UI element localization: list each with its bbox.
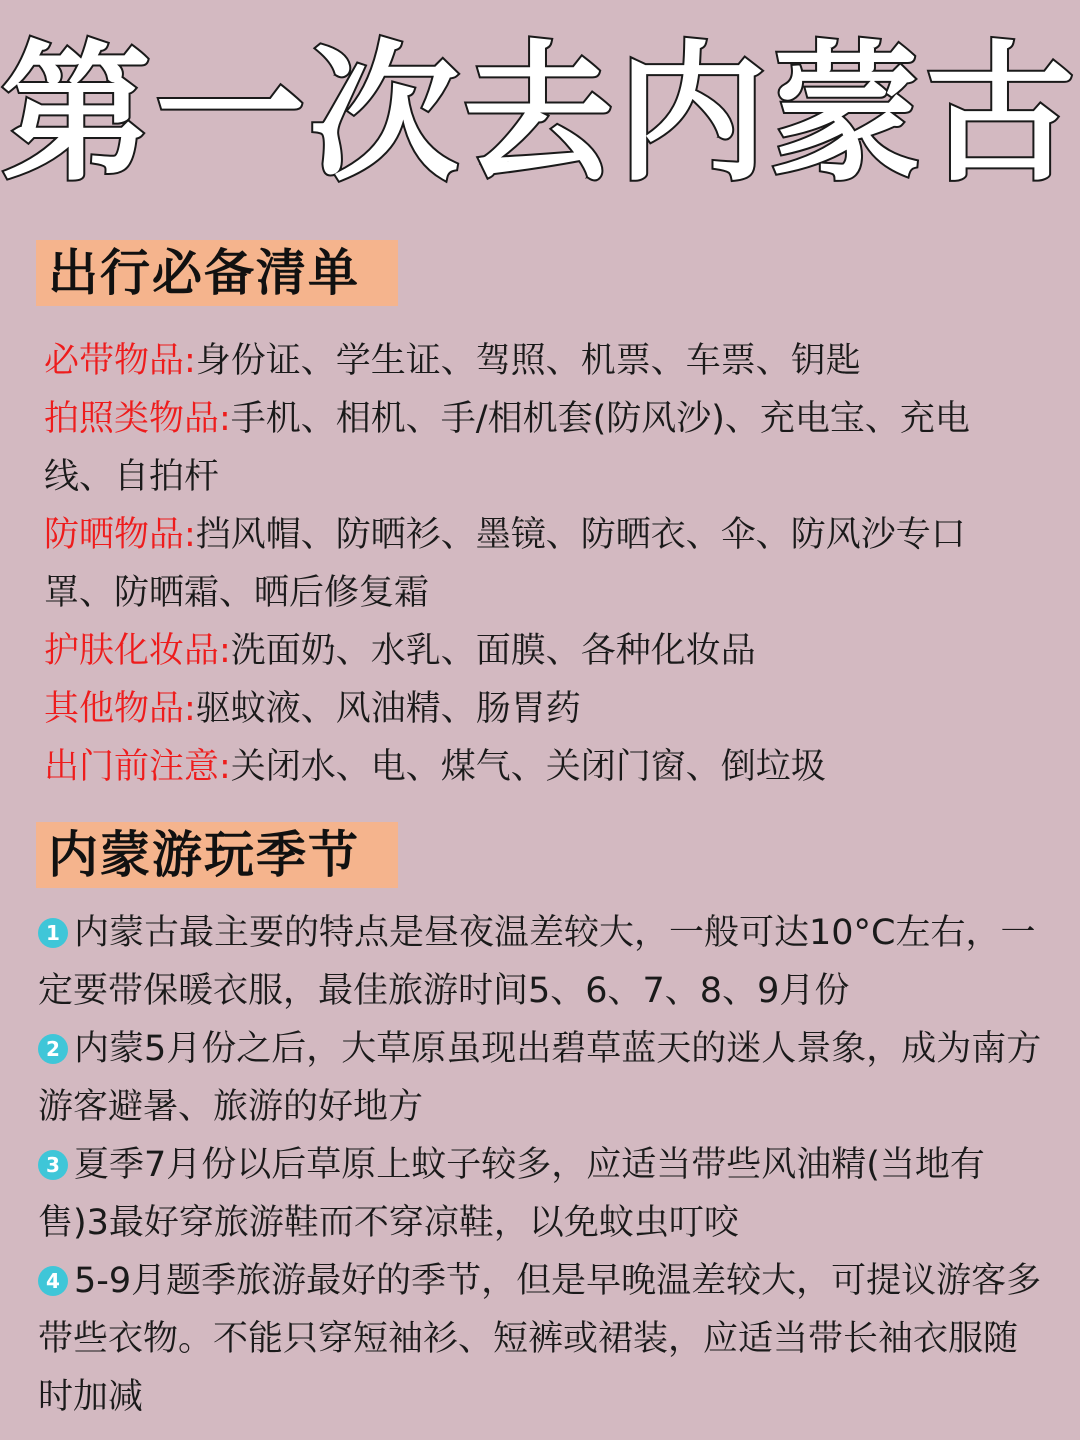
tip-text: 夏季7月份以后草原上蚊子较多，应适当带些风油精(当地有售)3最好穿旅游鞋而不穿凉鞋，以免蚊虫叮咬 [38,1145,985,1243]
checklist-item [44,680,1034,738]
checklist-item [44,506,1034,622]
page-title: 第一次去内蒙古 [0,28,1079,202]
checklist-item-label: 拍照类物品: [44,399,231,439]
number-badge-icon: 3 [38,1150,68,1180]
tip-item [38,1020,1043,1136]
tip-text: 内蒙5月份之后，大草原虽现出碧草蓝天的迷人景象，成为南方游客避暑、旅游的好地方 [38,1029,1042,1127]
checklist [44,332,1034,796]
number-badge-icon: 4 [38,1266,68,1296]
number-badge-icon: 1 [38,918,68,948]
tip-text: 内蒙古最主要的特点是昼夜温差较大，一般可达10°C左右，一定要带保暖衣服，最佳旅游时间5、6、7、8、9月份 [38,913,1036,1011]
checklist-item-text: 驱蚊液、风油精、肠胃药 [195,689,581,729]
checklist-item [44,622,1034,680]
section-heading-label: 出行必备清单 [48,244,360,302]
tip-text: 5-9月题季旅游最好的季节，但是早晚温差较大，可提议游客多带些衣物。不能只穿短袖衫、短裤或裙装，应适当带长袖衣服随时加减 [38,1261,1042,1417]
tip-item [38,1252,1043,1426]
checklist-item-text: 洗面奶、水乳、面膜、各种化妆品 [230,631,756,671]
checklist-item-label: 必带物品: [44,341,196,381]
checklist-item [44,332,1034,390]
checklist-item [44,390,1034,506]
checklist-item-text: 手机、相机、手/相机套(防风沙)、充电宝、充电线、自拍杆 [44,399,970,497]
checklist-item-text: 挡风帽、防晒衫、墨镜、防晒衣、伞、防风沙专口罩、防晒霜、晒后修复霜 [44,515,966,613]
tip-item [38,904,1043,1020]
checklist-item-label: 出门前注意: [44,747,231,787]
number-badge-icon: 2 [38,1034,68,1064]
checklist-item [44,738,1034,796]
section-heading-season [36,822,398,888]
section-heading-label: 内蒙游玩季节 [48,826,360,884]
checklist-item-text: 关闭水、电、煤气、关闭门窗、倒垃圾 [230,747,826,787]
checklist-item-text: 身份证、学生证、驾照、机票、车票、钥匙 [195,341,861,381]
checklist-item-label: 护肤化妆品: [44,631,231,671]
section-heading-checklist [36,240,398,306]
tip-item [38,1136,1043,1252]
checklist-item-label: 防晒物品: [44,515,196,555]
season-tips [38,904,1043,1426]
checklist-item-label: 其他物品: [44,689,196,729]
